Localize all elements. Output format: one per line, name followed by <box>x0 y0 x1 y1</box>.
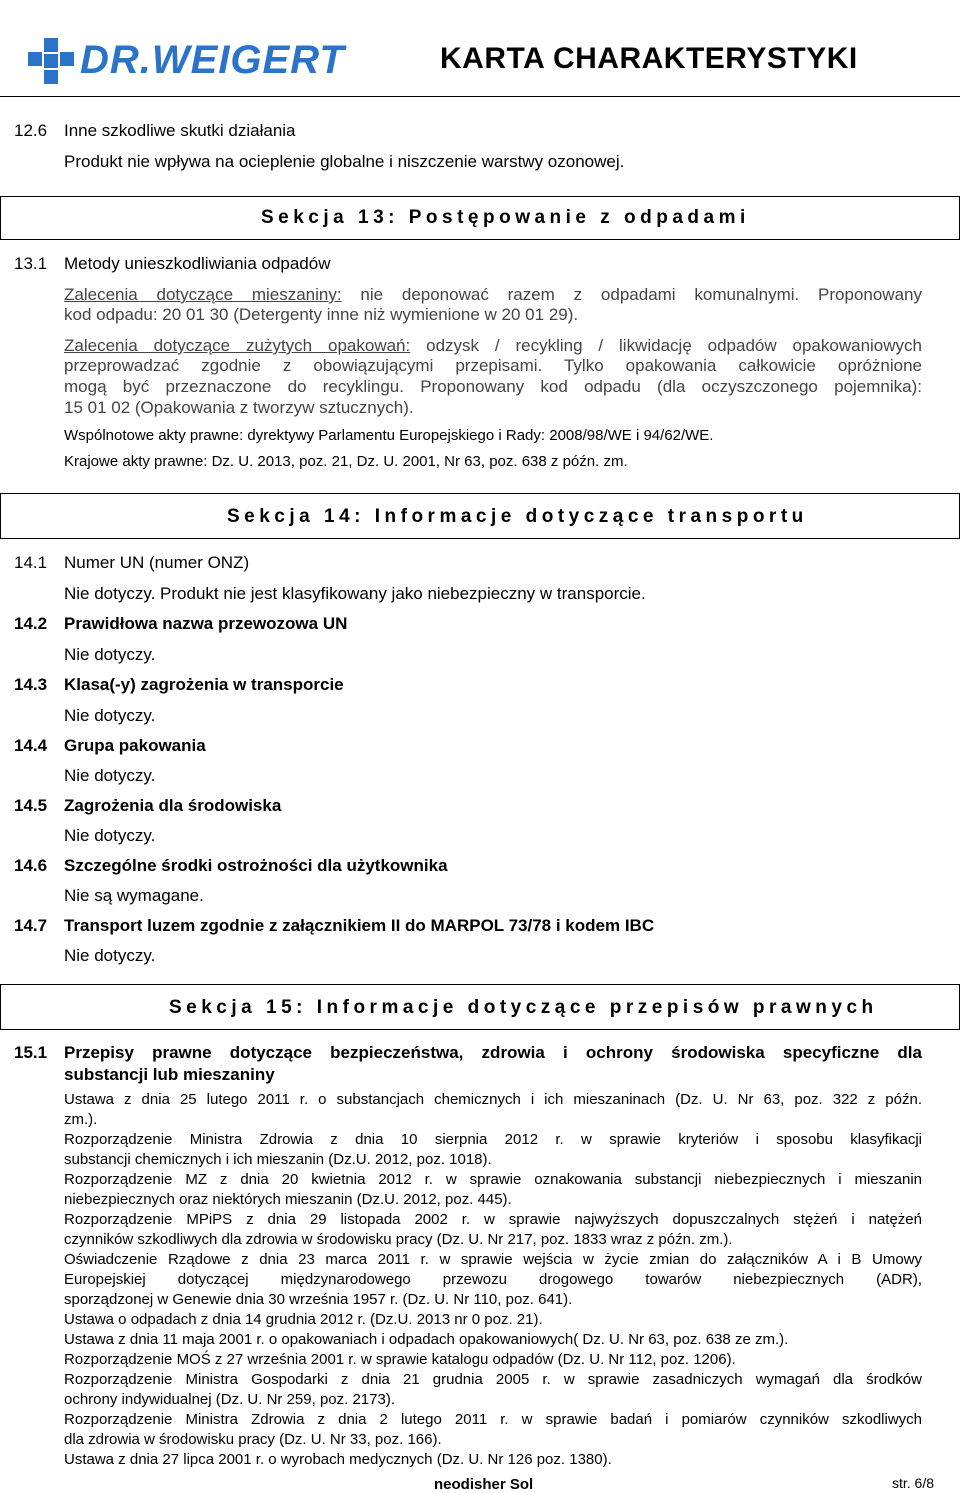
section-number: 13.1 <box>14 254 48 273</box>
regulation-line: czynników szkodliwych dla zdrowia w środowisku pracy (Dz. U. Nr 217, poz. 1833 wraz z późn. zm.). <box>64 1231 733 1248</box>
section-text: Nie dotyczy. <box>64 946 156 965</box>
packaging-recommendation-line: Zalecenia dotyczące zużytych opakowań: odzysk / recykling / likwidację odpadów opakowaniowych <box>64 336 922 355</box>
national-legal-acts: Krajowe akty prawne: Dz. U. 2013, poz. 21, Dz. U. 2001, Nr 63, poz. 638 z późn. zm. <box>64 453 628 470</box>
section-title: Numer UN (numer ONZ) <box>64 553 250 572</box>
brand-logo-icon <box>28 38 74 89</box>
section-14-banner <box>0 493 960 539</box>
section-15-banner <box>0 984 960 1030</box>
mixture-recommendation-line: Zalecenia dotyczące mieszaniny: nie deponować razem z odpadami komunalnymi. Proponowany <box>64 285 922 304</box>
section-title: Zagrożenia dla środowiska <box>64 796 282 815</box>
section-title: Prawidłowa nazwa przewozowa UN <box>64 614 348 633</box>
section-title: Przepisy prawne dotyczące bezpieczeństwa, zdrowia i ochrony środowiska specyficzne dla <box>64 1043 922 1062</box>
regulation-line: Ustawa z dnia 27 lipca 2001 r. o wyrobach medycznych (Dz. U. Nr 126 poz. 1380). <box>64 1451 612 1468</box>
section-title: Klasa(-y) zagrożenia w transporcie <box>64 675 344 694</box>
packaging-line: przeprowadzać zgodnie z obowiązującymi przepisami. Tylko opakowania całkowicie opróżnione <box>64 356 922 375</box>
regulation-line: ochrony indywidualnej (Dz. U. Nr 259, poz. 2173). <box>64 1391 395 1408</box>
section-text: Nie dotyczy. <box>64 706 156 725</box>
section-number: 12.6 <box>14 121 48 140</box>
footer-page-number: str. 6/8 <box>892 1475 935 1491</box>
brand-name: DR.WEIGERT <box>80 38 345 82</box>
regulation-line: sporządzonej w Genewie dnia 30 września 1957 r. (Dz. U. Nr 110, poz. 641). <box>64 1291 573 1308</box>
section-number: 14.4 <box>14 736 48 755</box>
mixture-waste-code: kod odpadu: 20 01 30 (Detergenty inne niż wymienione w 20 01 29). <box>64 305 579 324</box>
regulation-line: substancji chemicznych i ich mieszanin (Dz.U. 2012, poz. 1018). <box>64 1151 492 1168</box>
section-title: Metody unieszkodliwiania odpadów <box>64 254 331 273</box>
regulation-line: Rozporządzenie Ministra Zdrowia z dnia 2 lutego 2011 r. w sprawie badań i pomiarów czynników szkodliwych <box>64 1411 922 1428</box>
packaging-line: mogą być przeznaczone do recyklingu. Proponowany kod odpadu (dla oczyszczonego pojemnika): <box>64 377 922 396</box>
regulation-line: zm.). <box>64 1111 98 1128</box>
section-title: Grupa pakowania <box>64 736 206 755</box>
packaging-label: Zalecenia dotyczące zużytych opakowań: <box>64 336 411 355</box>
section-number: 14.6 <box>14 856 48 875</box>
regulation-line: dla zdrowia w środowisku pracy (Dz. U. Nr 33, poz. 166). <box>64 1431 442 1448</box>
regulation-line: niebezpiecznych oraz niektórych mieszanin (Dz.U. 2012, poz. 445). <box>64 1191 512 1208</box>
section-number: 14.1 <box>14 553 48 572</box>
regulation-line: Rozporządzenie MPiPS z dnia 29 listopada 2002 r. w sprawie najwyższych dopuszczalnych stężeń i natężeń <box>64 1211 922 1228</box>
footer-product-name: neodisher Sol <box>434 1476 534 1493</box>
section-title: Szczególne środki ostrożności dla użytkownika <box>64 856 448 875</box>
update-date: Data aktualizacji: 22.05.2013 r. <box>4 0 196 16</box>
mixture-label: Zalecenia dotyczące mieszaniny: <box>64 285 342 304</box>
section-number: 14.2 <box>14 614 48 633</box>
section-number: 14.7 <box>14 916 48 935</box>
packaging-line: 15 01 02 (Opakowania z tworzyw sztucznych). <box>64 398 414 417</box>
eu-legal-acts: Wspólnotowe akty prawne: dyrektywy Parlamentu Europejskiego i Rady: 2008/98/WE i 94/62/WE. <box>64 427 714 444</box>
section-14-heading: Sekcja 14: Informacje dotyczące transportu <box>227 506 808 527</box>
section-13-banner <box>0 196 960 240</box>
section-number: 15.1 <box>14 1043 48 1062</box>
regulation-line: Rozporządzenie MOŚ z 27 września 2001 r. w sprawie katalogu odpadów (Dz. U. Nr 112, poz. 1206). <box>64 1351 736 1368</box>
section-title: substancji lub mieszaniny <box>64 1065 275 1084</box>
version-label: Wersja: 3.0/PL <box>864 0 956 16</box>
regulation-line: Rozporządzenie Ministra Gospodarki z dnia 21 grudnia 2005 r. w sprawie zasadniczych wymagań dla środków <box>64 1371 922 1388</box>
regulation-line: Oświadczenie Rządowe z dnia 23 marca 2011 r. w sprawie wejścia w życie zmian do załączników A i B Umowy <box>64 1251 922 1268</box>
section-13-heading: Sekcja 13: Postępowanie z odpadami <box>261 207 750 228</box>
section-text: Nie dotyczy. <box>64 826 156 845</box>
regulation-line: Ustawa z dnia 25 lutego 2011 r. o substancjach chemicznych i ich mieszaninach (Dz. U. Nr 63, poz. 322 z późn. <box>64 1091 922 1108</box>
regulation-line: Europejskiej dotyczącej międzynarodowego przewozu drogowego towarów niebezpiecznych (ADR), <box>64 1271 922 1288</box>
regulation-line: Rozporządzenie MZ z dnia 20 kwietnia 2012 r. w sprawie oznakowania substancji niebezpiecznych i mieszanin <box>64 1171 922 1188</box>
section-text: Nie dotyczy. <box>64 766 156 785</box>
section-text: Nie dotyczy. <box>64 645 156 664</box>
section-number: 14.5 <box>14 796 48 815</box>
header-divider <box>0 96 960 97</box>
regulation-line: Ustawa z dnia 11 maja 2001 r. o opakowaniach i odpadach opakowaniowych( Dz. U. Nr 63, poz. 638 ze zm.). <box>64 1331 789 1348</box>
section-number: 14.3 <box>14 675 48 694</box>
section-title: Transport luzem zgodnie z załącznikiem II do MARPOL 73/78 i kodem IBC <box>64 916 655 935</box>
section-text: Produkt nie wpływa na ocieplenie globalne i niszczenie warstwy ozonowej. <box>64 152 625 171</box>
top-meta-bar <box>0 0 960 17</box>
section-15-heading: Sekcja 15: Informacje dotyczące przepisów prawnych <box>169 997 878 1018</box>
section-text: Nie są wymagane. <box>64 886 204 905</box>
regulation-line: Rozporządzenie Ministra Zdrowia z dnia 10 sierpnia 2012 r. w sprawie kryteriów i sposobu klasyfikacji <box>64 1131 922 1148</box>
section-text: Nie dotyczy. Produkt nie jest klasyfikowany jako niebezpieczny w transporcie. <box>64 584 646 603</box>
regulation-line: Ustawa o odpadach z dnia 14 grudnia 2012 r. (Dz.U. 2013 nr 0 poz. 21). <box>64 1311 543 1328</box>
document-title: KARTA CHARAKTERYSTYKI <box>440 42 858 75</box>
section-title: Inne szkodliwe skutki działania <box>64 121 296 140</box>
